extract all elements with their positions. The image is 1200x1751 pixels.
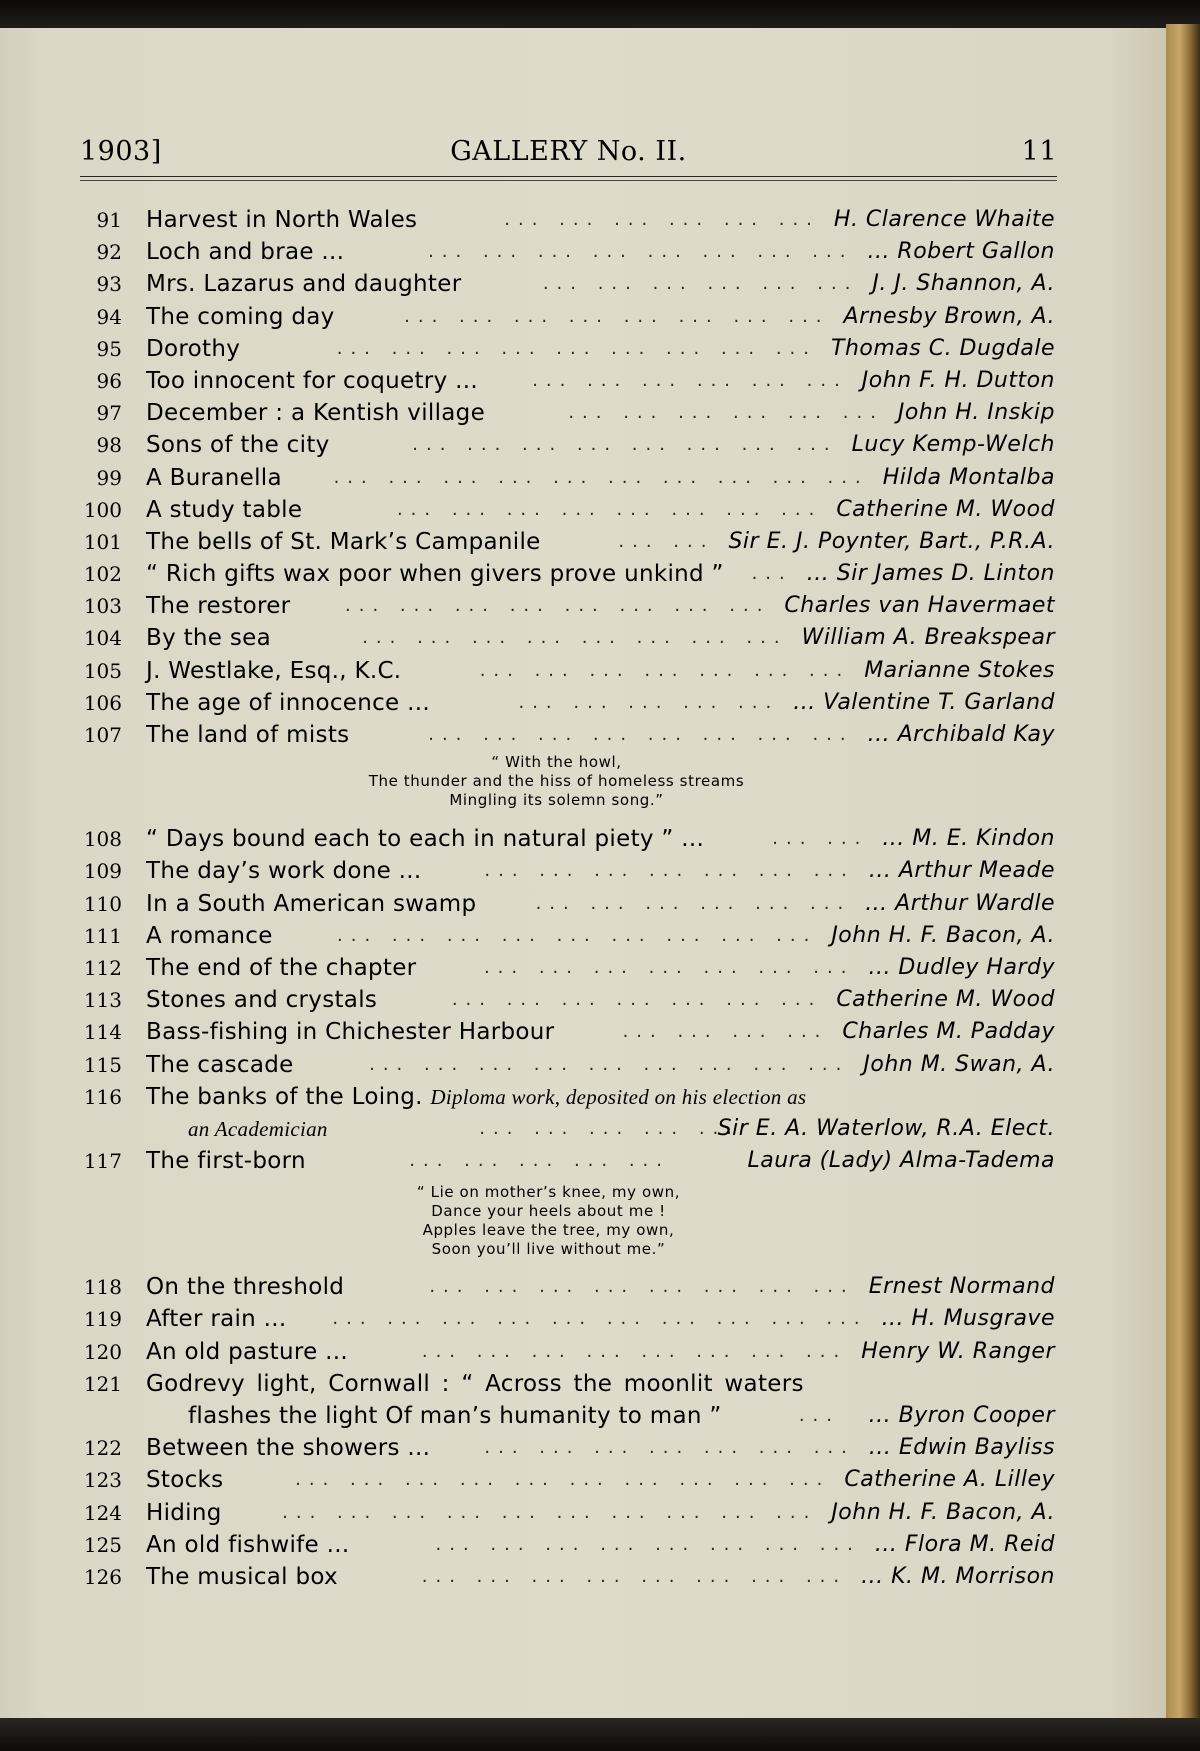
entry-116: [80, 1081, 1057, 1113]
entry-title: “ Rich gifts wax poor when givers prove unkind ”: [146, 561, 724, 588]
entry-title: A romance: [146, 922, 273, 949]
entry-title: Dorothy: [146, 335, 241, 362]
leader-dots: ... ... ... ... ... ... ... ... ... ...: [295, 1469, 831, 1491]
leader-dots: ... ... ... ... ... ... ... ...: [429, 1276, 855, 1298]
entry-number: 94: [96, 304, 122, 329]
entry-number: 123: [83, 1468, 122, 1493]
entry-title: An old pasture ...: [146, 1338, 349, 1365]
entry-artist: ... Byron Cooper: [868, 1403, 1055, 1428]
entry-title: After rain ...: [146, 1306, 287, 1333]
entry-title: The age of innocence ...: [146, 689, 430, 716]
entry-101: [80, 526, 1057, 558]
entry-title: A study table: [146, 496, 303, 523]
entry-title: Bass-fishing in Chichester Harbour: [146, 1019, 555, 1046]
entry-artist: ... H. Musgrave: [881, 1306, 1055, 1332]
entry-96: [80, 365, 1057, 397]
entry-number: 116: [83, 1084, 122, 1109]
entry-artist: John F. H. Dutton: [861, 367, 1055, 393]
page-number: 11: [1021, 136, 1057, 167]
entry-112: [80, 952, 1057, 984]
entry-121-cont: [80, 1400, 1057, 1432]
entry-artist: J. J. Shannon, A.: [872, 271, 1055, 297]
entry-number: 112: [83, 955, 122, 980]
entry-title: Too innocent for coquetry ...: [146, 367, 478, 394]
entry-artist: John H. Inskip: [897, 400, 1055, 426]
entry-title: The cascade: [146, 1051, 294, 1078]
entry-113: [80, 984, 1057, 1016]
entry-artist: ... Robert Gallon: [867, 239, 1055, 265]
leader-dots: ... ... ... ... ... ... ... ...: [435, 1533, 861, 1555]
leader-dots: ... ... ... ... ... ... ...: [479, 659, 851, 681]
leader-dots: ... ... ... ... ... ... ... ...: [421, 1340, 848, 1362]
entry-number: 122: [83, 1436, 122, 1461]
catalogue-entries: [80, 204, 1057, 1593]
entry-104: [80, 622, 1057, 654]
entry-122: [80, 1432, 1057, 1464]
entry-93: [80, 268, 1057, 300]
entry-115: [80, 1049, 1057, 1081]
entry-number: 110: [83, 891, 122, 916]
entry-title: The coming day: [146, 303, 335, 330]
entry-artist: Marianne Stokes: [864, 657, 1055, 683]
entry-title: The restorer: [146, 593, 291, 620]
leader-dots: ... ...: [772, 828, 869, 850]
leader-dots: ... ... ... ... ...: [518, 691, 780, 713]
entry-number: 106: [83, 690, 122, 715]
entry-number: 93: [96, 272, 122, 297]
header-rule: [80, 176, 1057, 177]
leader-dots: ... ... ... ... ... ... ...: [451, 989, 823, 1011]
entry-109: [80, 855, 1057, 887]
leader-dots: ... ... ... ... ... ... ... ...: [428, 241, 854, 263]
entry-artist: Thomas C. Dugdale: [831, 335, 1055, 361]
entry-number: 97: [96, 401, 122, 426]
leader-dots: ... ... ... ... ... ... ... ... ... ...: [282, 1501, 818, 1523]
leader-dots: ... ... ... ... ... ...: [535, 892, 852, 914]
entry-number: 111: [83, 923, 122, 948]
entry-95: [80, 333, 1057, 365]
entry-title-cont: flashes the light Of man’s humanity to man ”: [188, 1403, 722, 1429]
entry-artist: Catherine M. Wood: [836, 496, 1055, 522]
entry-number: 95: [96, 336, 122, 361]
entry-title: In a South American swamp: [146, 890, 477, 917]
entry-artist: ... M. E. Kindon: [882, 826, 1055, 852]
entry-artist: ... Archibald Kay: [867, 722, 1055, 747]
leader-dots: ... ... ... ... ... ... ...: [483, 956, 855, 978]
entry-artist: ... Arthur Wardle: [865, 890, 1055, 916]
leader-dots: ... ... ... ...: [622, 1021, 829, 1043]
entry-number: 96: [96, 368, 122, 393]
entry-artist: Lucy Kemp-Welch: [851, 432, 1055, 458]
entry-title-text: The banks of the Loing.: [146, 1083, 423, 1110]
entry-97: [80, 397, 1057, 429]
leader-dots: ... ... ... ... ... ...: [532, 369, 848, 391]
entry-artist: Catherine M. Wood: [836, 987, 1055, 1013]
entry-number: 102: [83, 562, 122, 587]
entry-artist: Charles van Havermaet: [784, 593, 1055, 619]
quote-line: Mingling its solemn song.”: [449, 791, 664, 810]
leader-dots: ... ... ... ... ... ... ... ...: [428, 724, 854, 745]
quote-line: Apples leave the tree, my own,: [422, 1221, 675, 1240]
header-year: 1903]: [80, 136, 162, 167]
entry-artist: ... Flora M. Reid: [874, 1531, 1055, 1557]
quote-line: “ With the howl,: [491, 753, 622, 772]
leader-dots: ... ... ... ... ... ... ... ...: [396, 498, 823, 520]
diploma-note: Diploma work, deposited on his election as: [430, 1084, 807, 1109]
quote-line: Dance your heels about me !: [431, 1202, 666, 1221]
entry-artist: Charles M. Padday: [842, 1019, 1055, 1045]
entry-92: [80, 236, 1057, 268]
entry-number: 114: [83, 1020, 122, 1045]
leader-dots: ... ... ... ... ... ... ... ...: [345, 595, 771, 617]
entry-title: J. Westlake, Esq., K.C.: [146, 657, 402, 684]
entry-number: 121: [83, 1371, 122, 1396]
leader-dots: ... ... ... ... ... ... ... ...: [362, 627, 788, 649]
entry-title: The first-born: [146, 1148, 306, 1175]
leader-dots: ... ... ... ... ... ... ... ... ...: [336, 337, 817, 359]
diploma-note-cont: an Academician: [188, 1116, 328, 1141]
entry-126: [80, 1561, 1057, 1593]
entry-number: 107: [83, 723, 122, 747]
entry-110: [80, 888, 1057, 920]
entry-artist: William A. Breakspear: [801, 625, 1055, 651]
entry-title: Loch and brae ...: [146, 239, 345, 266]
entry-title: Stones and crystals: [146, 987, 378, 1014]
entry-artist: Sir E. A. Waterlow, R.A. Elect.: [717, 1115, 1055, 1141]
header-rule-thin: [80, 180, 1057, 181]
entry-artist: Catherine A. Lilley: [844, 1467, 1055, 1493]
entry-119: [80, 1303, 1057, 1335]
entry-number: 126: [83, 1564, 122, 1589]
entry-number: 125: [83, 1532, 122, 1557]
entry-number: 104: [83, 626, 122, 651]
entry-94: [80, 301, 1057, 333]
entry-103: [80, 590, 1057, 622]
entry-title: [146, 1081, 806, 1113]
entry-artist: Hilda Montalba: [882, 464, 1055, 490]
entry-125: [80, 1529, 1057, 1561]
entry-title: The end of the chapter: [146, 954, 417, 981]
entry-number: 124: [83, 1500, 122, 1525]
entry-123: [80, 1464, 1057, 1496]
entry-title: “ Days bound each to each in natural piety ” ...: [146, 826, 705, 853]
gallery-title: GALLERY No. II.: [450, 136, 687, 167]
entry-title: The musical box: [146, 1563, 338, 1590]
entry-number: 115: [83, 1052, 122, 1077]
entry-105: [80, 655, 1057, 687]
entry-title: Between the showers ...: [146, 1435, 431, 1462]
quote-line: Soon you’ll live without me.”: [431, 1240, 666, 1259]
leader-dots: ... ... ... ... ... ... ... ... ... ...: [333, 466, 869, 488]
entry-number: 117: [83, 1149, 122, 1174]
leader-dots: ... ... ... ... ...: [409, 1150, 670, 1172]
entry-title: Stocks: [146, 1467, 224, 1494]
quote-line: “ Lie on mother’s knee, my own,: [416, 1183, 681, 1202]
running-header: [80, 132, 1057, 172]
entry-artist: Laura (Lady) Alma-Tadema: [747, 1148, 1055, 1174]
leader-dots: ...: [798, 1405, 840, 1426]
entry-91: [80, 204, 1057, 236]
entry-title: The bells of St. Mark’s Campanile: [146, 528, 541, 555]
quote-107: [68, 751, 1045, 823]
leader-dots: ... ... ... ... ... ... ... ... ... ...: [332, 1308, 868, 1330]
entry-108: [80, 823, 1057, 855]
entry-title: Sons of the city: [146, 432, 330, 459]
leader-dots: ... ... ... ... ...: [479, 1117, 740, 1139]
leader-dots: ... ... ... ... ... ... ... ... ...: [337, 924, 818, 946]
entry-title: December : a Kentish village: [146, 400, 486, 427]
entry-title: Harvest in North Wales: [146, 207, 418, 233]
leader-dots: ... ... ... ... ... ... ... ... ...: [369, 1053, 850, 1075]
leader-dots: ... ... ... ... ... ... ...: [484, 860, 855, 882]
entry-artist: John H. F. Bacon, A.: [831, 1499, 1055, 1525]
scan-bottom-edge: [0, 1718, 1200, 1751]
quote-117: [60, 1177, 1037, 1271]
entry-number: 98: [96, 433, 122, 458]
entry-118: [80, 1271, 1057, 1303]
entry-artist: Ernest Normand: [868, 1274, 1055, 1300]
entry-artist: John M. Swan, A.: [863, 1051, 1055, 1077]
leader-dots: ... ... ... ... ... ... ... ...: [421, 1565, 848, 1587]
quote-line: The thunder and the hiss of homeless streams: [368, 772, 745, 791]
entry-artist: ... Valentine T. Garland: [793, 689, 1055, 715]
leader-dots: ... ... ... ... ... ... ... ...: [404, 305, 830, 327]
leader-dots: ... ... ... ... ... ...: [504, 209, 820, 230]
entry-number: 113: [83, 988, 122, 1013]
entry-artist: Henry W. Ranger: [861, 1338, 1055, 1364]
entry-number: 100: [83, 497, 122, 522]
entry-title: On the threshold: [146, 1274, 345, 1301]
entry-artist: ... Arthur Meade: [868, 858, 1055, 884]
entry-number: 91: [96, 208, 122, 232]
entry-artist: ... Dudley Hardy: [868, 954, 1055, 980]
book-spine-edge: [1166, 24, 1200, 1744]
entry-title: Mrs. Lazarus and daughter: [146, 271, 462, 298]
entry-artist: ... Sir James D. Linton: [806, 561, 1055, 587]
entry-106: [80, 687, 1057, 719]
entry-number: 101: [83, 529, 122, 554]
entry-116-cont: [80, 1113, 1057, 1145]
entry-114: [80, 1016, 1057, 1048]
entry-102: [80, 558, 1057, 590]
entry-number: 120: [83, 1339, 122, 1364]
leader-dots: ... ... ... ... ... ... ... ...: [412, 434, 838, 456]
entry-number: 118: [83, 1275, 122, 1300]
entry-title: The day’s work done ...: [146, 858, 422, 885]
leader-dots: ... ... ... ... ... ... ...: [484, 1437, 855, 1459]
entry-artist: John H. F. Bacon, A.: [831, 922, 1055, 948]
entry-artist: ... K. M. Morrison: [861, 1563, 1055, 1589]
entry-title: Godrevy light, Cornwall : “ Across the moonlit waters: [146, 1370, 804, 1397]
entry-number: 119: [83, 1307, 122, 1332]
leader-dots: ... ... ... ... ... ...: [542, 273, 859, 295]
entry-number: 99: [96, 465, 122, 490]
entry-artist: H. Clarence Whaite: [833, 207, 1055, 232]
entry-107: [80, 719, 1057, 751]
entry-number: 92: [96, 240, 122, 265]
leader-dots: ...: [751, 563, 793, 585]
entry-120: [80, 1336, 1057, 1368]
entry-title: A Buranella: [146, 464, 282, 491]
entry-number: 109: [83, 859, 122, 884]
entry-artist: Sir E. J. Poynter, Bart., P.R.A.: [728, 528, 1055, 554]
entry-title: Hiding: [146, 1499, 222, 1526]
entry-number: 105: [83, 658, 122, 683]
entry-title: The land of mists: [146, 722, 350, 748]
entry-117: [80, 1145, 1057, 1177]
leader-dots: ... ... ... ... ... ...: [568, 402, 884, 424]
entry-121: [80, 1368, 1057, 1400]
entry-artist: Arnesby Brown, A.: [843, 303, 1055, 329]
entry-98: [80, 429, 1057, 461]
entry-number: 108: [83, 827, 122, 852]
leader-dots: ... ...: [618, 530, 715, 552]
entry-title: By the sea: [146, 625, 271, 652]
entry-number: 103: [83, 594, 122, 619]
entry-artist: ... Edwin Bayliss: [868, 1435, 1055, 1461]
entry-title: An old fishwife ...: [146, 1531, 350, 1558]
entry-124: [80, 1497, 1057, 1529]
entry-111: [80, 920, 1057, 952]
entry-100: [80, 494, 1057, 526]
entry-99: [80, 462, 1057, 494]
